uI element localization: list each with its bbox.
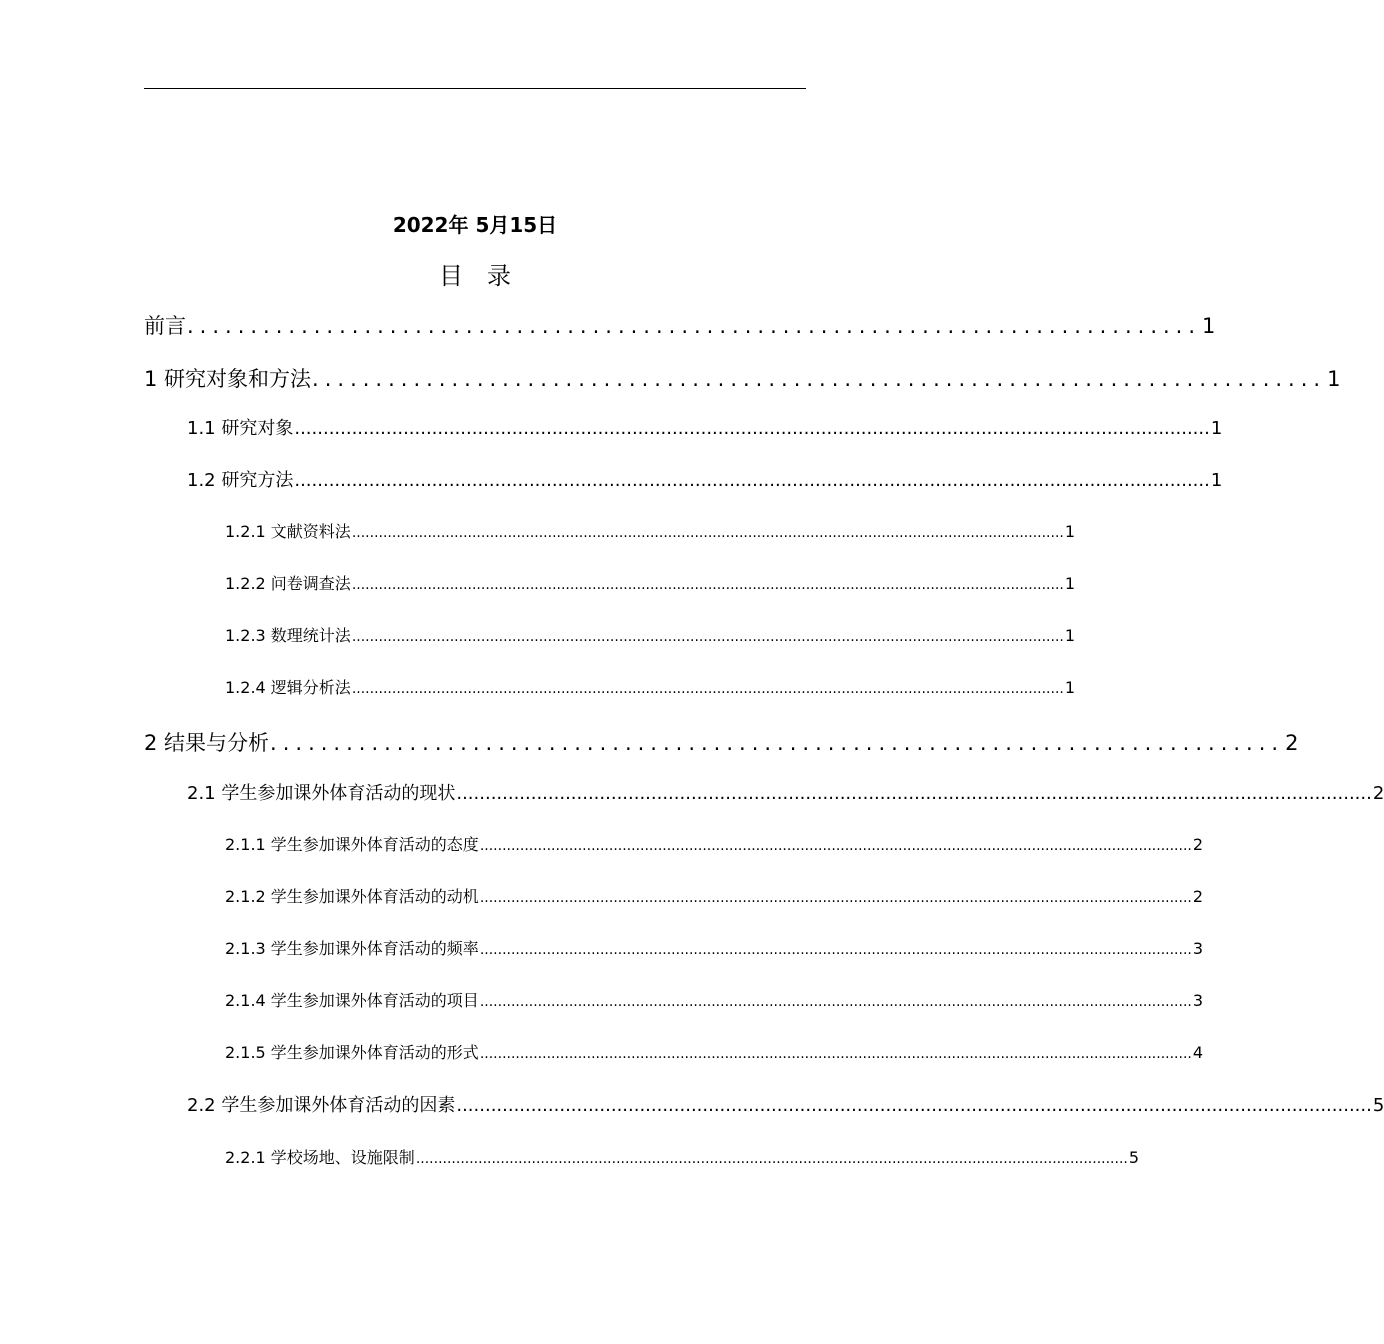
toc-entry-preface[interactable] [144,311,1216,341]
toc-entry-page: 1 [1064,574,1076,593]
toc-entry-1-2-2[interactable] [225,572,1076,597]
toc-entry-2-1-2[interactable] [225,885,1204,910]
toc-entry-2-1-4[interactable] [225,989,1204,1014]
dot-leader: ................................................................................................................................................................ [294,418,1210,439]
toc-entry-2-2[interactable] [187,1093,1384,1119]
toc-entry-page: 4 [1192,1043,1204,1062]
toc-entry-page: 1 [1064,678,1076,697]
toc-entry-page: 1 [1202,314,1216,338]
toc-entry-label: 1.2.3 数理统计法 [225,626,351,645]
dot-leader: ................................................................................................................................................................ [456,783,1372,804]
toc-entry-1-2-1[interactable] [225,520,1076,545]
toc-entry-page: 1 [1064,522,1076,541]
toc-entry-1[interactable] [144,364,1341,394]
dot-leader: ................................................................................................................................................................ [294,470,1210,491]
toc-entry-label: 2 结果与分析 [144,731,270,755]
toc-entry-page: 1 [1064,626,1076,645]
toc-entry-label: 2.1 学生参加课外体育活动的现状 [187,783,456,804]
toc-entry-label: 1.2.1 文献资料法 [225,522,351,541]
dot-leader: ................................................................................................................................................................ [479,942,1192,958]
toc-entry-page: 2 [1285,731,1299,755]
toc-entry-1-2-4[interactable] [225,676,1076,701]
toc-entry-label: 2.1.5 学生参加课外体育活动的形式 [225,1043,479,1062]
dot-leader: ................................................................................................................................................................ [351,577,1064,593]
toc-entry-label: 2.1.4 学生参加课外体育活动的项目 [225,991,479,1010]
dot-leader: ................................................................................................................................................................ [351,629,1064,645]
dot-leader: ................................................................................ [270,731,1285,755]
toc-entry-page: 2 [1372,783,1384,804]
dot-leader: ................................................................................................................................................................ [479,890,1192,906]
toc-entry-label: 2.2.1 学校场地、设施限制 [225,1148,415,1167]
toc-entry-2-1-5[interactable] [225,1041,1204,1066]
toc-entry-label: 1 研究对象和方法 [144,367,312,391]
dot-leader: ................................................................................ [312,367,1327,391]
toc-entry-page: 1 [1210,470,1223,491]
toc-entry-page: 2 [1192,887,1204,906]
toc-entry-page: 2 [1192,835,1204,854]
toc-entry-1-2[interactable] [187,468,1223,494]
toc-entry-label: 2.1.1 学生参加课外体育活动的态度 [225,835,479,854]
dot-leader: ................................................................................................................................................................ [351,681,1064,697]
header-rule [144,88,806,89]
toc-entry-page: 1 [1327,367,1341,391]
dot-leader: ................................................................................................................................................................ [415,1151,1128,1167]
dot-leader: ................................................................................................................................................................ [351,525,1064,541]
toc-entry-label: 前言 [144,314,186,338]
toc-title: 目 录 [439,262,511,290]
toc-entry-page: 3 [1192,991,1204,1010]
toc-entry-2-2-1[interactable] [225,1146,1140,1171]
toc-entry-page: 1 [1210,418,1223,439]
document-date: 2022年 5月15日 [392,213,558,237]
dot-leader: ................................................................................................................................................................ [479,1046,1192,1062]
toc-entry-label: 1.2 研究方法 [187,470,294,491]
toc-entry-2-1-1[interactable] [225,833,1204,858]
toc-entry-label: 2.1.3 学生参加课外体育活动的频率 [225,939,479,958]
toc-entry-label: 2.2 学生参加课外体育活动的因素 [187,1095,456,1116]
toc-entry-page: 5 [1372,1095,1384,1116]
dot-leader: ................................................................................................................................................................ [456,1095,1372,1116]
toc-entry-2[interactable] [144,728,1299,758]
toc-entry-page: 5 [1128,1148,1140,1167]
toc-entry-2-1[interactable] [187,781,1384,807]
toc-entry-label: 1.2.4 逻辑分析法 [225,678,351,697]
toc-entry-label: 2.1.2 学生参加课外体育活动的动机 [225,887,479,906]
dot-leader: ................................................................................................................................................................ [479,994,1192,1010]
toc-entry-label: 1.2.2 问卷调查法 [225,574,351,593]
dot-leader: ................................................................................................................................................................ [479,838,1192,854]
toc-entry-label: 1.1 研究对象 [187,418,294,439]
toc-entry-2-1-3[interactable] [225,937,1204,962]
toc-entry-1-2-3[interactable] [225,624,1076,649]
dot-leader: ................................................................................ [187,314,1202,338]
toc-entry-1-1[interactable] [187,416,1223,442]
toc-entry-page: 3 [1192,939,1204,958]
